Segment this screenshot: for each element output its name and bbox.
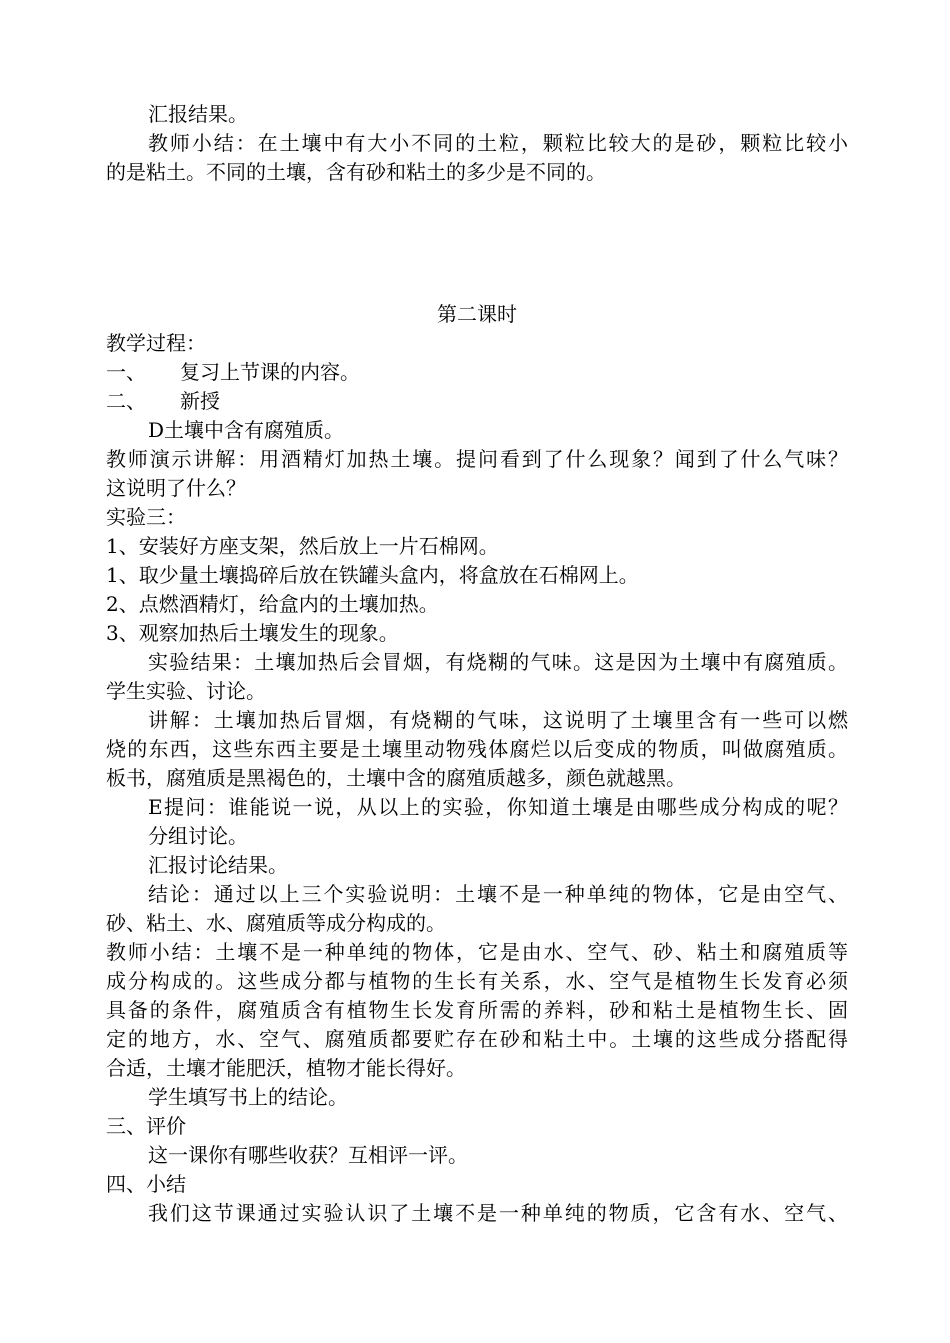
- step-text: 新授: [180, 389, 220, 413]
- step-item: [106, 387, 848, 416]
- paragraph-line: 实验结果：土壤加热后会冒烟，有烧糊的气味。这是因为土壤中有腐殖质。: [148, 650, 848, 674]
- paragraph-line: 分组讨论。: [148, 824, 248, 848]
- lesson-section: [106, 300, 848, 1228]
- paragraph-line: 成分构成的。这些成分都与植物的生长有关系，水、空气是植物生长发育必须: [106, 969, 848, 993]
- top-section: [106, 100, 848, 187]
- paragraph-line: 教师演示讲解：用酒精灯加热土壤。提问看到了什么现象？闻到了什么气味？: [106, 447, 848, 471]
- step-text: 复习上节课的内容。: [180, 360, 360, 384]
- paragraph-line: 讲解：土壤加热后冒烟，有烧糊的气味，这说明了土壤里含有一些可以燃: [148, 708, 848, 732]
- lesson-title: 第二课时: [437, 302, 517, 326]
- paragraph-line: 结论：通过以上三个实验说明：土壤不是一种单纯的物体，它是由空气、: [148, 882, 848, 906]
- list-item: 3、观察加热后土壤发生的现象。: [106, 621, 399, 645]
- paragraph-line: 的是粘土。不同的土壤，含有砂和粘土的多少是不同的。: [106, 160, 606, 184]
- list-item: 2、点燃酒精灯，给盒内的土壤加热。: [106, 592, 439, 616]
- paragraph-line: 我们这节课通过实验认识了土壤不是一种单纯的物质，它含有水、空气、: [148, 1201, 848, 1225]
- list-item: 1、取少量土壤捣碎后放在铁罐头盒内，将盒放在石棉网上。: [106, 563, 639, 587]
- list-item: 1、安装好方座支架，然后放上一片石棉网。: [106, 534, 499, 558]
- paragraph-line: 汇报结果。: [148, 102, 248, 126]
- paragraph-line: D土壤中含有腐殖质。: [148, 418, 345, 442]
- paragraph-line: 学生填写书上的结论。: [148, 1085, 348, 1109]
- paragraph-line: 具备的条件，腐殖质含有植物生长发育所需的养料，砂和粘土是植物生长、固: [106, 998, 848, 1022]
- paragraph-line: 板书，腐殖质是黑褐色的，土壤中含的腐殖质越多，颜色就越黑。: [106, 766, 686, 790]
- paragraph-line: 这一课你有哪些收获？互相评一评。: [148, 1143, 468, 1167]
- section-heading: 四、小结: [106, 1172, 186, 1196]
- paragraph-line: 教师小结：土壤不是一种单纯的物体，它是由水、空气、砂、粘土和腐殖质等: [106, 940, 848, 964]
- paragraph-line: 定的地方，水、空气、腐殖质都要贮存在砂和粘土中。土壤的这些成分搭配得: [106, 1027, 848, 1051]
- paragraph-line: 实验三：: [106, 505, 186, 529]
- process-heading: 教学过程：: [106, 331, 206, 355]
- paragraph-line: 砂、粘土、水、腐殖质等成分构成的。: [106, 911, 446, 935]
- section-heading: 三、评价: [106, 1114, 186, 1138]
- paragraph-line: E提问：谁能说一说，从以上的实验，你知道土壤是由哪些成分构成的呢？: [148, 795, 848, 819]
- paragraph-line: 学生实验、讨论。: [106, 679, 266, 703]
- paragraph-line: 教师小结：在土壤中有大小不同的土粒，颗粒比较大的是砂，颗粒比较小: [148, 131, 848, 155]
- paragraph-line: 合适，土壤才能肥沃，植物才能长得好。: [106, 1056, 466, 1080]
- step-item: [106, 358, 848, 387]
- step-number: 一、: [106, 360, 146, 384]
- step-number: 二、: [106, 389, 146, 413]
- paragraph-line: 汇报讨论结果。: [148, 853, 288, 877]
- paragraph-line: 这说明了什么？: [106, 476, 246, 500]
- paragraph-line: 烧的东西，这些东西主要是土壤里动物残体腐烂以后变成的物质，叫做腐殖质。: [106, 737, 848, 761]
